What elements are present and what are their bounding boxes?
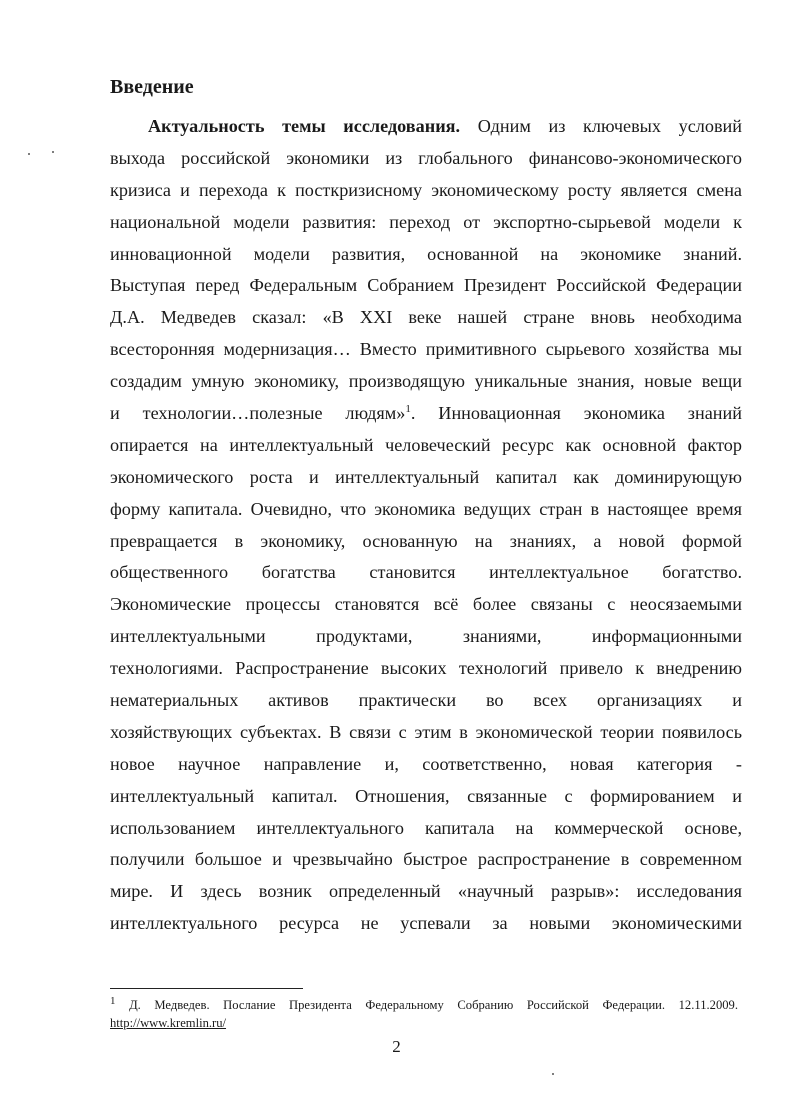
body-line: превращается в экономику, основанную на знаниях, а новой формой <box>110 530 742 551</box>
footnote-divider <box>110 988 303 989</box>
body-line: хозяйствующих субъектах. В связи с этим в экономической теории появилось <box>110 721 742 742</box>
body-line: Д.А. Медведев сказал: «В XXI веке нашей стране вновь необходима <box>110 307 742 328</box>
body-line: и технологии…полезные людям»$^1$. Инновационная экономика знаний <box>110 402 742 424</box>
body-line: национальной модели развития: переход от экспортно-сырьевой модели к <box>110 211 742 232</box>
body-line: кризиса и перехода к посткризисному экономическому росту является смена <box>110 179 742 200</box>
scan-speck <box>552 1073 554 1075</box>
body-line: технологиями. Распространение высоких технологий привело к внедрению <box>110 658 742 679</box>
footnote-reference[interactable]: 1 <box>405 402 411 415</box>
body-line: получили большое и чрезвычайно быстрое распространение в современном <box>110 849 742 870</box>
body-line: создадим умную экономику, производящую уникальные знания, новые вещи <box>110 371 742 392</box>
body-line: выхода российской экономики из глобального финансово-экономического <box>110 147 742 168</box>
body-line: Выступая перед Федеральным Собранием Президент Российской Федерации <box>110 275 742 296</box>
scan-speck <box>52 151 54 153</box>
body-line: всесторонняя модернизация… Вместо примитивного сырьевого хозяйства мы <box>110 339 742 360</box>
footnote-text-line: $^1$ Д. Медведев. Послание Президента Федеральному Собранию Российской Федерации. 12.11.2009. <box>110 994 738 1012</box>
body-line: Экономические процессы становятся всё более связаны с неосязаемыми <box>110 594 742 615</box>
body-line: экономического роста и интеллектуальный капитал как доминирующую <box>110 466 742 487</box>
body-line: использованием интеллектуального капитала на коммерческой основе, <box>110 817 742 838</box>
body-line: интеллектуальными продуктами, знаниями, информационными <box>110 626 742 647</box>
footnote-link[interactable]: http://www.kremlin.ru/ <box>110 1016 227 1030</box>
body-line: Актуальность темы исследования. Одним из ключевых условий <box>148 116 742 136</box>
body-line: форму капитала. Очевидно, что экономика ведущих стран в настоящее время <box>110 498 742 519</box>
body-paragraph <box>110 111 742 940</box>
body-line: интеллектуального ресурса не успевали за новыми экономическими <box>110 913 742 934</box>
lead-bold-phrase: Актуальность темы исследования. <box>148 116 461 136</box>
section-heading: Введение <box>110 76 194 98</box>
body-line: общественного богатства становится интеллектуальное богатство. <box>110 562 742 583</box>
body-line: инновационной модели развития, основанной на экономике знаний. <box>110 243 742 264</box>
body-line: мире. И здесь возник определенный «научный разрыв»: исследования <box>110 881 742 902</box>
footnote-mark: 1 <box>110 994 116 1007</box>
body-line: интеллектуальный капитал. Отношения, связанные с формированием и <box>110 785 742 806</box>
page-number: 2 <box>392 1037 401 1056</box>
scan-speck <box>28 153 30 155</box>
body-line: новое научное направление и, соответственно, новая категория - <box>110 753 742 774</box>
body-line: нематериальных активов практически во всех организациях и <box>110 690 742 711</box>
body-line: опирается на интеллектуальный человеческий ресурс как основной фактор <box>110 434 742 455</box>
footnote <box>110 996 738 1032</box>
